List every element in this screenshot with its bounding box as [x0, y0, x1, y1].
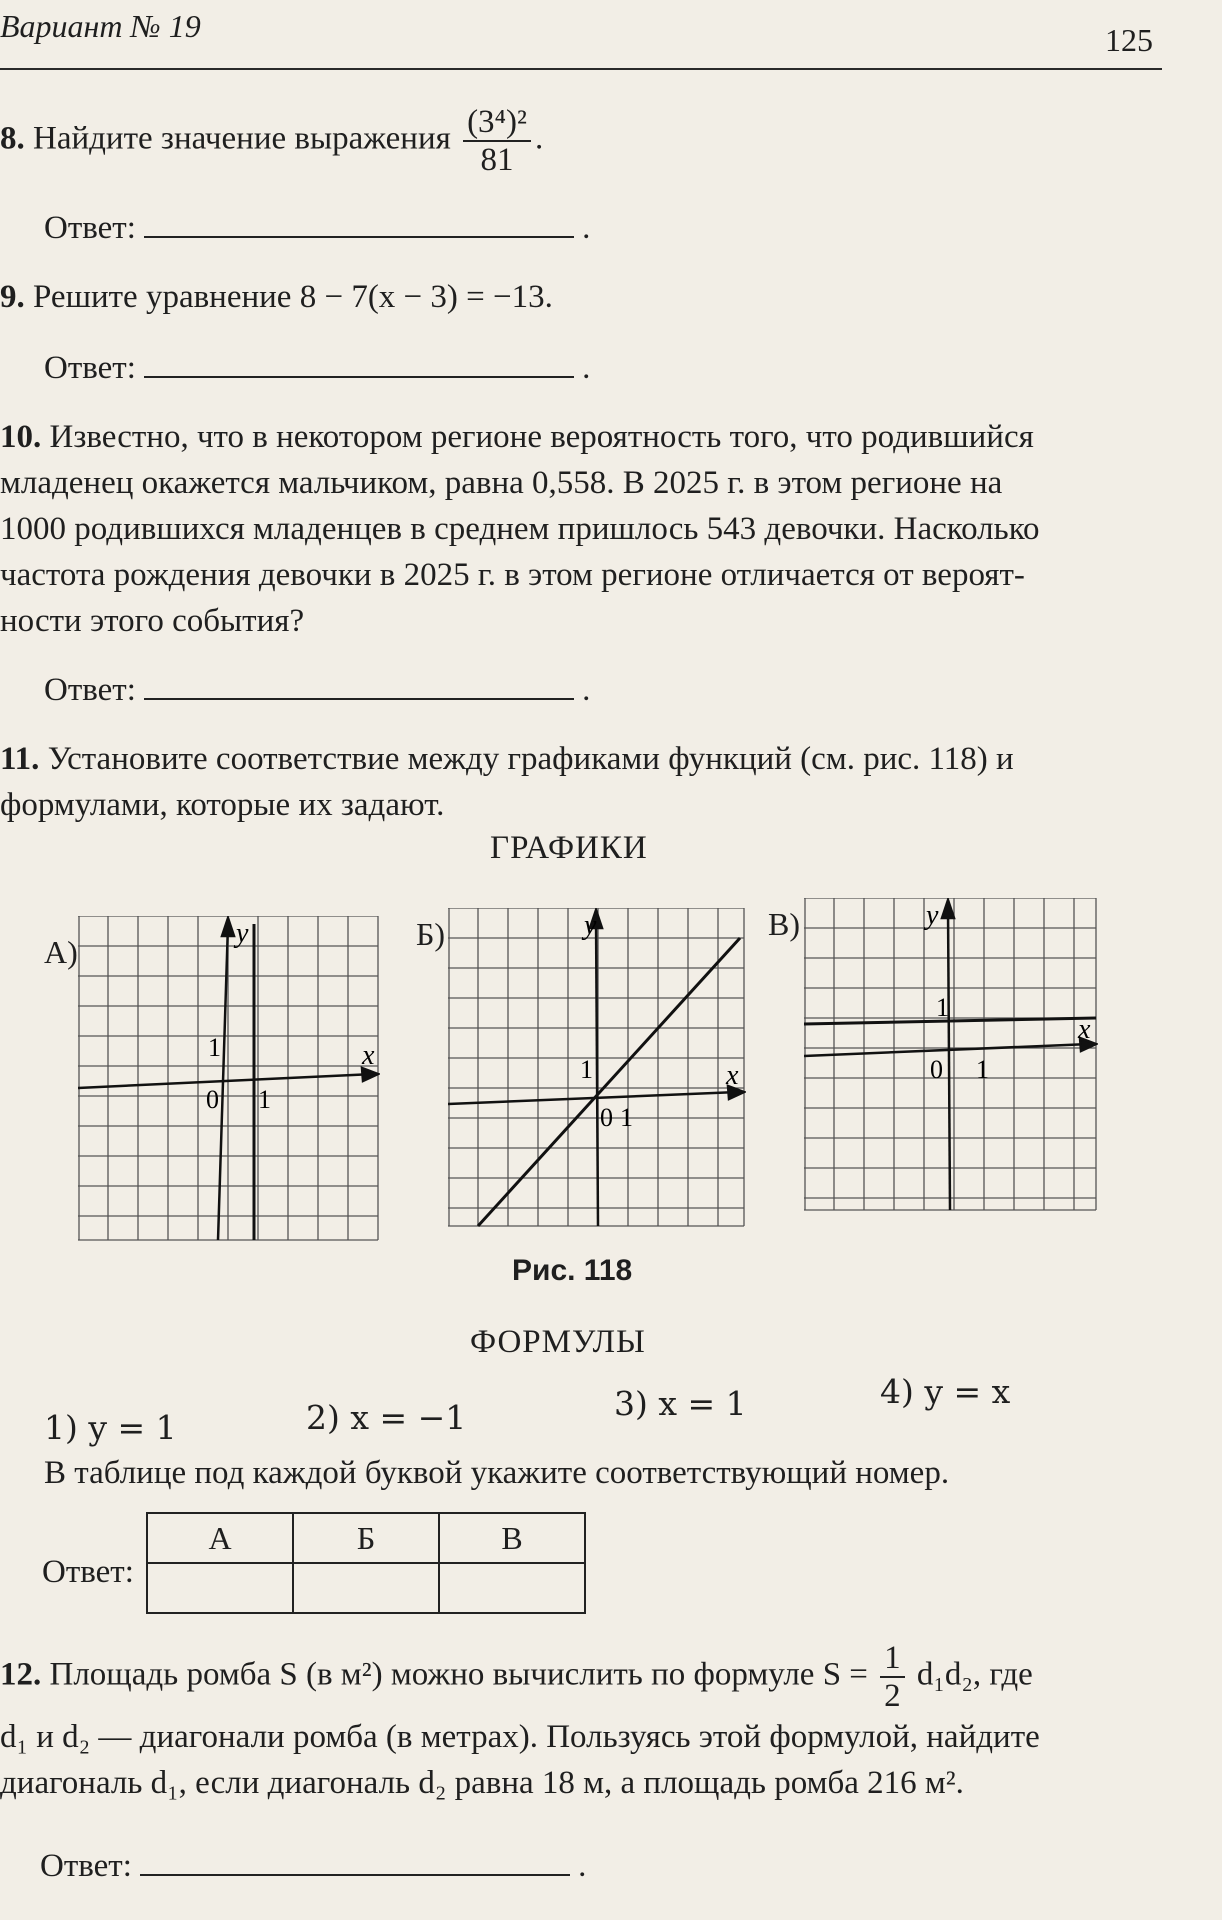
graph-b-line	[478, 938, 740, 1226]
task-10-line: ности этого события?	[0, 603, 305, 639]
task-8	[0, 104, 543, 178]
graph-a-x-axis	[78, 1074, 374, 1088]
answer-table-input-row	[147, 1563, 585, 1613]
variant-title: Вариант № 19	[0, 8, 201, 44]
task-12-denominator: 2	[884, 1678, 901, 1714]
graph-v-x-label: x	[1078, 1014, 1091, 1045]
graph-a	[78, 916, 380, 1242]
graph-b	[448, 908, 746, 1228]
graph-b-x-label: x	[726, 1060, 739, 1091]
formulas-heading: ФОРМУЛЫ	[470, 1324, 646, 1360]
task-8-number: 8.	[0, 120, 25, 157]
graph-v-tick-1-x: 1	[976, 1055, 989, 1084]
page-number: 125	[1105, 22, 1153, 58]
task-10-answer: Ответ: .	[44, 672, 591, 708]
task-9	[0, 274, 553, 320]
graph-a-x-label: x	[362, 1040, 375, 1071]
task-11-number: 11.	[0, 741, 40, 777]
answer-table-header-b: Б	[293, 1513, 439, 1563]
graph-a-tick-1-x: 1	[258, 1085, 271, 1114]
answer-label: Ответ:	[44, 350, 136, 386]
task-12	[0, 1640, 1040, 1806]
task-11-answer-label: Ответ:	[42, 1554, 134, 1590]
task-9-answer: Ответ: .	[44, 350, 591, 386]
graph-v-origin: 0	[930, 1055, 943, 1084]
task-12-line-2: d₁ и d₂ — диагонали ромба (в метрах). Пользуясь этой формулой, найдите	[0, 1719, 1040, 1755]
formula-1: 1) y = 1	[44, 1408, 177, 1447]
answer-table-header-row	[147, 1513, 585, 1563]
header-rule	[0, 68, 1162, 70]
graph-b-origin: 0	[600, 1103, 613, 1132]
task-10-line: младенец окажется мальчиком, равна 0,558. В 2025 г. в этом регионе на	[0, 465, 1003, 501]
answer-cell-a[interactable]	[147, 1563, 293, 1613]
graph-a-y-label: y	[236, 918, 249, 949]
task-8-answer: Ответ: .	[44, 210, 591, 246]
task-12-answer: Ответ: .	[40, 1848, 587, 1884]
graph-a-y-arrow	[222, 918, 234, 936]
figure-caption: Рис. 118	[512, 1254, 633, 1287]
task-12-number: 12.	[0, 1656, 42, 1693]
answer-line[interactable]	[140, 1872, 570, 1876]
formula-2: 2) x = −1	[306, 1398, 467, 1437]
task-12-fraction	[880, 1640, 905, 1714]
formula-4: 4) y = x	[880, 1372, 1011, 1411]
task-10-line: Известно, что в некотором регионе вероятность того, что родившийся	[49, 419, 1034, 455]
task-10-line: 1000 родившихся младенцев в среднем пришлось 543 девочки. Насколько	[0, 511, 1040, 547]
graph-b-y-label: y	[584, 910, 597, 941]
graph-b-label: Б)	[416, 916, 446, 952]
graph-v-tick-1-y: 1	[936, 993, 949, 1022]
task-8-numerator: (3⁴)²	[463, 104, 531, 142]
graph-b-tick-1-y: 1	[580, 1055, 593, 1084]
task-8-denominator: 81	[480, 142, 514, 178]
answer-cell-v[interactable]	[439, 1563, 585, 1613]
answer-line[interactable]	[144, 696, 574, 700]
answer-cell-b[interactable]	[293, 1563, 439, 1613]
task-12-line-3: диагональ d₁, если диагональ d₂ равна 18 м, а площадь ромба 216 м².	[0, 1765, 964, 1801]
task-12-line-1a: Площадь ромба S (в м²) можно вычислить по формуле S =	[49, 1656, 868, 1693]
graph-v	[804, 898, 1098, 1212]
task-10	[0, 414, 1040, 644]
task-9-number: 9.	[0, 279, 25, 315]
task-10-line: частота рождения девочки в 2025 г. в этом регионе отличается от вероят-	[0, 557, 1025, 593]
graph-v-x-axis	[804, 1044, 1090, 1056]
graph-v-y-arrow	[942, 900, 954, 918]
answer-line[interactable]	[144, 374, 574, 378]
task-10-number: 10.	[0, 419, 42, 455]
graph-v-y-label: y	[926, 900, 939, 931]
task-9-text: Решите уравнение 8 − 7(x − 3) = −13.	[33, 279, 553, 315]
formula-3: 3) x = 1	[614, 1384, 747, 1423]
task-12-numerator: 1	[880, 1640, 905, 1678]
answer-table-header-a: А	[147, 1513, 293, 1563]
graph-a-grid	[78, 916, 378, 1240]
graph-a-label: А)	[44, 934, 78, 970]
answer-label: Ответ:	[44, 672, 136, 708]
answer-label: Ответ:	[40, 1848, 132, 1884]
graph-a-origin: 0	[206, 1085, 219, 1114]
graph-v-label: В)	[768, 906, 800, 942]
answer-label: Ответ:	[44, 210, 136, 246]
graph-a-tick-1-y: 1	[208, 1033, 221, 1062]
graph-v-y-axis	[948, 908, 950, 1210]
answer-table-header-v: В	[439, 1513, 585, 1563]
task-11-instruction: В таблице под каждой буквой укажите соответствующий номер.	[44, 1455, 950, 1491]
task-11	[0, 736, 1014, 828]
task-8-end: .	[534, 120, 544, 157]
graph-b-tick-1-x: 1	[620, 1103, 633, 1132]
task-8-fraction	[463, 104, 531, 178]
answer-line[interactable]	[144, 234, 574, 238]
task-12-line-1b: d₁d₂, где	[916, 1656, 1033, 1693]
task-8-text: Найдите значение выражения	[33, 120, 451, 157]
answer-table	[146, 1512, 586, 1614]
graphs-heading: ГРАФИКИ	[490, 830, 648, 866]
task-11-line: Установите соответствие между графиками функций (см. рис. 118) и	[47, 741, 1014, 777]
task-11-line: формулами, которые их задают.	[0, 787, 445, 823]
